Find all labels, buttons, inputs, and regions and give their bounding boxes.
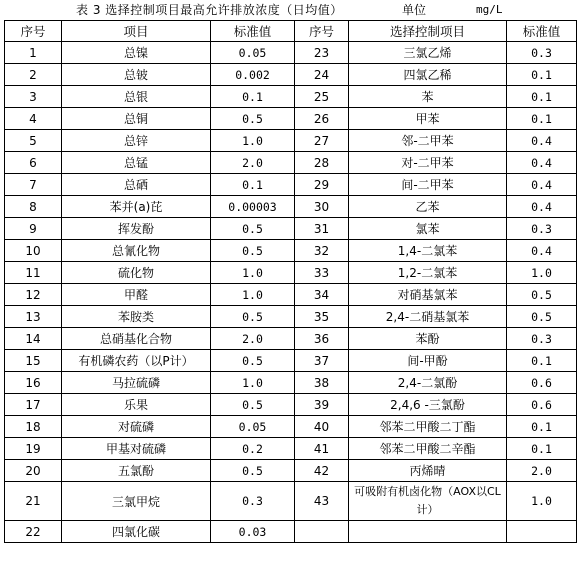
right-value-cell: 1.0 (507, 262, 577, 284)
table-title: 表 3 选择控制项目最高允许排放浓度（日均值） (76, 3, 343, 17)
right-value-cell: 1.0 (507, 482, 577, 521)
right-item-cell: 2,4-二氯酚 (349, 372, 507, 394)
header-right-item: 选择控制项目 (349, 21, 507, 42)
left-item-cell: 对硫磷 (62, 416, 211, 438)
right-item-cell: 三氯乙烯 (349, 42, 507, 64)
left-value-cell: 0.03 (211, 521, 295, 543)
table-row (5, 460, 577, 482)
right-item-cell: 间-二甲苯 (349, 174, 507, 196)
left-index-cell: 12 (5, 284, 62, 306)
left-item-cell: 三氯甲烷 (62, 482, 211, 521)
table-header-row (5, 21, 577, 42)
table-row (5, 438, 577, 460)
left-value-cell: 0.5 (211, 218, 295, 240)
right-value-cell: 0.6 (507, 394, 577, 416)
right-index-cell: 41 (295, 438, 349, 460)
table-row (5, 350, 577, 372)
table-row (5, 372, 577, 394)
emission-standards-table (4, 20, 577, 543)
right-index-cell (295, 521, 349, 543)
right-index-cell: 42 (295, 460, 349, 482)
right-item-cell (349, 521, 507, 543)
right-index-cell: 32 (295, 240, 349, 262)
right-index-cell: 40 (295, 416, 349, 438)
left-item-cell: 苯胺类 (62, 306, 211, 328)
left-value-cell: 0.5 (211, 350, 295, 372)
table-body (5, 42, 577, 543)
table-row (5, 64, 577, 86)
table-row (5, 174, 577, 196)
right-value-cell: 0.1 (507, 438, 577, 460)
right-value-cell: 0.1 (507, 64, 577, 86)
unit-value: mg/L (476, 3, 503, 16)
right-index-cell: 34 (295, 284, 349, 306)
right-item-cell: 2,4,6 -三氯酚 (349, 394, 507, 416)
left-index-cell: 10 (5, 240, 62, 262)
right-item-cell: 氯苯 (349, 218, 507, 240)
right-item-cell: 间-甲酚 (349, 350, 507, 372)
header-left-item: 项目 (62, 21, 211, 42)
right-index-cell: 26 (295, 108, 349, 130)
table-row (5, 218, 577, 240)
right-index-cell: 27 (295, 130, 349, 152)
right-item-cell: 可吸附有机卤化物（AOX以CL计） (349, 482, 507, 521)
right-value-cell: 0.4 (507, 196, 577, 218)
left-value-cell: 1.0 (211, 284, 295, 306)
table-row (5, 262, 577, 284)
left-index-cell: 20 (5, 460, 62, 482)
left-item-cell: 五氯酚 (62, 460, 211, 482)
right-index-cell: 31 (295, 218, 349, 240)
table-caption (0, 0, 580, 20)
left-value-cell: 0.5 (211, 240, 295, 262)
left-value-cell: 1.0 (211, 262, 295, 284)
header-left-value: 标准值 (211, 21, 295, 42)
left-value-cell: 0.5 (211, 108, 295, 130)
right-value-cell: 0.6 (507, 372, 577, 394)
right-index-cell: 35 (295, 306, 349, 328)
right-index-cell: 28 (295, 152, 349, 174)
left-value-cell: 1.0 (211, 130, 295, 152)
right-value-cell: 0.4 (507, 130, 577, 152)
right-item-cell: 邻苯二甲酸二辛酯 (349, 438, 507, 460)
left-item-cell: 甲基对硫磷 (62, 438, 211, 460)
right-index-cell: 29 (295, 174, 349, 196)
left-index-cell: 13 (5, 306, 62, 328)
right-item-cell: 丙烯晴 (349, 460, 507, 482)
header-left-index: 序号 (5, 21, 62, 42)
left-index-cell: 18 (5, 416, 62, 438)
right-index-cell: 25 (295, 86, 349, 108)
table-row (5, 328, 577, 350)
left-item-cell: 总硝基化合物 (62, 328, 211, 350)
left-item-cell: 马拉硫磷 (62, 372, 211, 394)
table-row (5, 152, 577, 174)
table-row (5, 240, 577, 262)
left-index-cell: 21 (5, 482, 62, 521)
left-value-cell: 1.0 (211, 372, 295, 394)
left-item-cell: 甲醛 (62, 284, 211, 306)
right-item-cell: 邻苯二甲酸二丁酯 (349, 416, 507, 438)
left-index-cell: 22 (5, 521, 62, 543)
left-value-cell: 0.00003 (211, 196, 295, 218)
table-row (5, 482, 577, 521)
right-value-cell: 0.1 (507, 350, 577, 372)
left-item-cell: 总铜 (62, 108, 211, 130)
left-index-cell: 16 (5, 372, 62, 394)
table-row (5, 306, 577, 328)
right-index-cell: 30 (295, 196, 349, 218)
left-value-cell: 0.05 (211, 416, 295, 438)
left-index-cell: 8 (5, 196, 62, 218)
table-row (5, 394, 577, 416)
right-value-cell: 0.3 (507, 42, 577, 64)
table-row (5, 521, 577, 543)
right-value-cell: 0.1 (507, 86, 577, 108)
table-row (5, 86, 577, 108)
left-value-cell: 0.002 (211, 64, 295, 86)
left-index-cell: 14 (5, 328, 62, 350)
right-index-cell: 23 (295, 42, 349, 64)
left-value-cell: 0.5 (211, 460, 295, 482)
left-index-cell: 2 (5, 64, 62, 86)
header-right-index: 序号 (295, 21, 349, 42)
left-item-cell: 苯并(a)芘 (62, 196, 211, 218)
right-item-cell: 苯 (349, 86, 507, 108)
left-value-cell: 0.1 (211, 86, 295, 108)
left-item-cell: 乐果 (62, 394, 211, 416)
left-value-cell: 0.5 (211, 394, 295, 416)
left-item-cell: 总硒 (62, 174, 211, 196)
right-item-cell: 2,4-二硝基氯苯 (349, 306, 507, 328)
right-item-cell: 甲苯 (349, 108, 507, 130)
table-row (5, 284, 577, 306)
table-row (5, 42, 577, 64)
header-right-value: 标准值 (507, 21, 577, 42)
left-item-cell: 总银 (62, 86, 211, 108)
right-index-cell: 37 (295, 350, 349, 372)
right-value-cell (507, 521, 577, 543)
left-index-cell: 19 (5, 438, 62, 460)
right-item-cell: 乙苯 (349, 196, 507, 218)
left-value-cell: 2.0 (211, 152, 295, 174)
table-row (5, 108, 577, 130)
right-value-cell: 0.1 (507, 108, 577, 130)
left-item-cell: 总氰化物 (62, 240, 211, 262)
left-index-cell: 17 (5, 394, 62, 416)
right-value-cell: 0.5 (507, 306, 577, 328)
left-item-cell: 硫化物 (62, 262, 211, 284)
left-index-cell: 15 (5, 350, 62, 372)
right-item-cell: 1,4-二氯苯 (349, 240, 507, 262)
right-item-cell: 对硝基氯苯 (349, 284, 507, 306)
table-row (5, 416, 577, 438)
left-index-cell: 5 (5, 130, 62, 152)
left-index-cell: 9 (5, 218, 62, 240)
left-item-cell: 总铍 (62, 64, 211, 86)
right-index-cell: 36 (295, 328, 349, 350)
left-value-cell: 0.05 (211, 42, 295, 64)
left-index-cell: 6 (5, 152, 62, 174)
left-value-cell: 2.0 (211, 328, 295, 350)
table-row (5, 196, 577, 218)
right-index-cell: 24 (295, 64, 349, 86)
left-value-cell: 0.1 (211, 174, 295, 196)
left-index-cell: 7 (5, 174, 62, 196)
right-item-cell: 邻-二甲苯 (349, 130, 507, 152)
left-index-cell: 11 (5, 262, 62, 284)
right-index-cell: 38 (295, 372, 349, 394)
right-value-cell: 0.5 (507, 284, 577, 306)
right-value-cell: 0.4 (507, 240, 577, 262)
left-index-cell: 1 (5, 42, 62, 64)
left-index-cell: 3 (5, 86, 62, 108)
right-index-cell: 43 (295, 482, 349, 521)
right-value-cell: 0.1 (507, 416, 577, 438)
right-item-cell: 苯酚 (349, 328, 507, 350)
unit-label: 单位 (402, 3, 427, 17)
right-value-cell: 0.3 (507, 218, 577, 240)
left-value-cell: 0.5 (211, 306, 295, 328)
left-index-cell: 4 (5, 108, 62, 130)
left-item-cell: 四氯化碳 (62, 521, 211, 543)
right-value-cell: 0.3 (507, 328, 577, 350)
right-item-cell: 四氯乙稀 (349, 64, 507, 86)
left-item-cell: 有机磷农药（以P计） (62, 350, 211, 372)
left-item-cell: 总锰 (62, 152, 211, 174)
right-index-cell: 33 (295, 262, 349, 284)
left-item-cell: 挥发酚 (62, 218, 211, 240)
left-value-cell: 0.3 (211, 482, 295, 521)
right-item-cell: 1,2-二氯苯 (349, 262, 507, 284)
right-value-cell: 0.4 (507, 174, 577, 196)
left-item-cell: 总锌 (62, 130, 211, 152)
left-item-cell: 总镍 (62, 42, 211, 64)
right-index-cell: 39 (295, 394, 349, 416)
table-row (5, 130, 577, 152)
right-item-cell: 对-二甲苯 (349, 152, 507, 174)
left-value-cell: 0.2 (211, 438, 295, 460)
right-value-cell: 2.0 (507, 460, 577, 482)
right-value-cell: 0.4 (507, 152, 577, 174)
